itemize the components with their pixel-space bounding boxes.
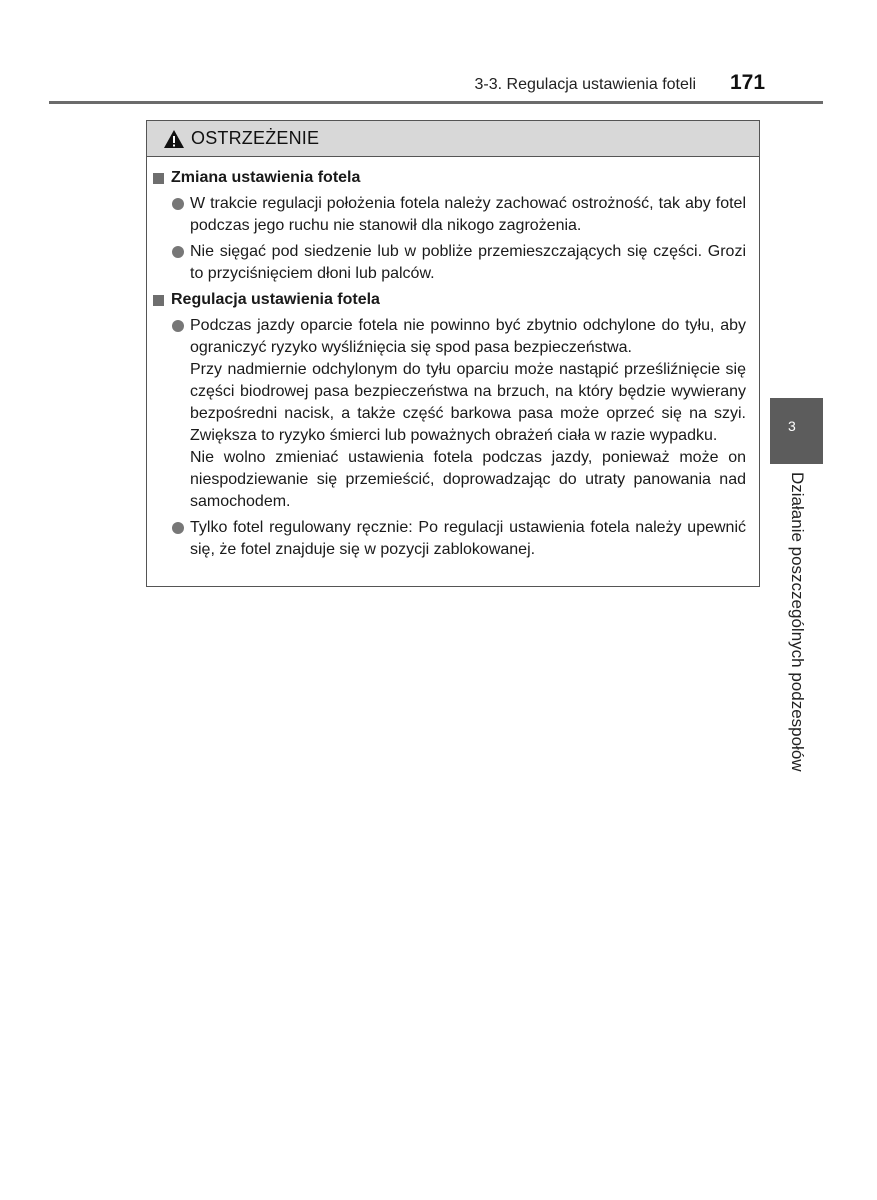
list-item	[153, 193, 746, 237]
warning-header	[147, 121, 759, 157]
square-bullet-icon	[153, 295, 164, 306]
section-heading-text: Zmiana ustawienia fotela	[171, 169, 361, 186]
list-item	[153, 517, 746, 561]
warning-body	[147, 157, 759, 561]
section-title: 3-3. Regulacja ustawienia foteli	[474, 76, 696, 93]
round-bullet-icon	[172, 522, 184, 534]
section-heading	[153, 289, 746, 311]
list-item	[153, 315, 746, 513]
warning-triangle-icon	[163, 129, 191, 149]
chapter-title: Działanie poszczególnych podzespołów	[788, 472, 807, 772]
round-bullet-icon	[172, 246, 184, 258]
round-bullet-icon	[172, 320, 184, 332]
bullet-text: Przy nadmiernie odchylonym do tyłu oparciu może nastąpić prześliźnięcie się części biodrowej pasa bezpieczeństwa na brzuch, na który będzie wywierany bezpośredni nacisk, a także część barkowa pasa może oprzeć się na szyi. Zwiększa to ryzyko śmierci lub poważnych obrażeń ciała w razie wypadku.	[190, 361, 746, 444]
header-divider	[49, 101, 823, 104]
bullet-text: Podczas jazdy oparcie fotela nie powinno być zbytnio odchylone do tyłu, aby ograniczyć ryzyko wyśliźnięcia się spod pasa bezpieczeństwa.	[190, 317, 746, 356]
list-item	[153, 241, 746, 285]
page-number: 171	[730, 71, 766, 94]
bullet-text: W trakcie regulacji położenia fotela należy zachować ostrożność, tak aby fotel podczas jego ruchu nie stanowił dla nikogo zagrożenia.	[190, 195, 746, 234]
warning-title: OSTRZEŻENIE	[191, 128, 320, 148]
bullet-text: Tylko fotel regulowany ręcznie: Po regulacji ustawienia fotela należy upewnić się, że fotel znajduje się w pozycji zablokowanej.	[190, 519, 746, 558]
bullet-text: Nie sięgać pod siedzenie lub w pobliże przemieszczających się części. Grozi to przyciśnięciem dłoni lub palców.	[190, 243, 746, 282]
section-heading-text: Regulacja ustawienia fotela	[171, 291, 380, 308]
chapter-number: 3	[788, 418, 796, 434]
bullet-text: Nie wolno zmieniać ustawienia fotela podczas jazdy, ponieważ może on niespodziewanie się przemieścić, doprowadzając do utraty panowania nad samochodem.	[190, 449, 746, 510]
chapter-tab	[770, 398, 823, 464]
round-bullet-icon	[172, 198, 184, 210]
square-bullet-icon	[153, 173, 164, 184]
section-heading	[153, 167, 746, 189]
warning-box	[146, 120, 760, 587]
